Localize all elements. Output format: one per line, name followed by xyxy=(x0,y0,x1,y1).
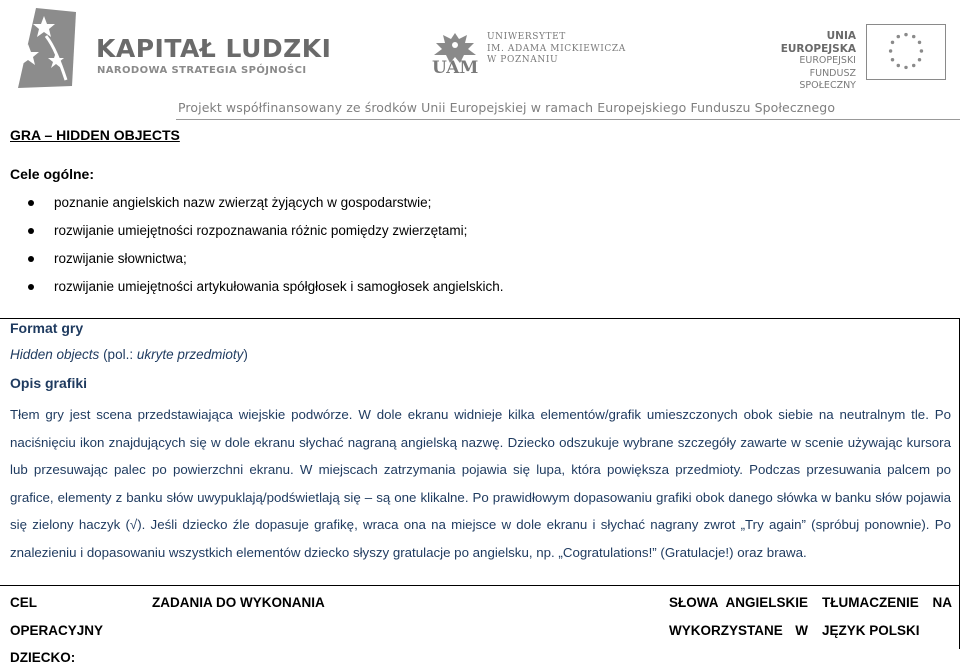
goal-item xyxy=(0,249,503,277)
table-header-goal-line-2: DZIECKO: xyxy=(10,650,76,665)
format-heading: Format gry xyxy=(10,320,84,336)
table-header-goal-line-1: CEL OPERACYJNY xyxy=(10,595,104,638)
uam-name xyxy=(487,32,626,67)
table-header-words-line-2: WYKORZYSTANE W xyxy=(669,622,808,638)
uam-mark: UAM xyxy=(432,58,479,78)
description-heading: Opis grafiki xyxy=(10,375,88,391)
uam-line-3: W POZNANIU xyxy=(487,55,559,65)
header-banner xyxy=(0,0,960,125)
description-paragraph: Tłem gry jest scena przedstawiająca wiejskie podwórze. W dole ekranu widnieje kilka elementów/grafik umieszczonych obok siebie na neutralnym tle. Po naciśnięciu ikon znajdujących się w dole ekranu słychać nagraną angielską nazwę. Dziecko odszukuje wybrane szczegóły zawarte w scenie używając kursora lub przesuwając palec po powierzchni ekranu. W miejscach zatrzymania pojawia się lupa, która powiększa przedmioty. Podczas przesuwania palcem po grafice, elementy z banku słów uwypuklają/podświetlają się – są one klikalne. Po prawidłowym dopasowaniu grafiki obok danego słówka w banku słów pojawia się zielony haczyk (√). Jeśli dziecko źle dopasuje grafikę, wraca ona na miejsce w dole ekranu i słychać nagrany zwrot „Try again” (spróbuj ponownie). Po znalezieniu i dopasowaniu wszystkich elementów dziecko słyszy gratulacje po angielsku, np. „Cogratulations!” (Gratulacje!) oraz brawa. xyxy=(10,407,951,560)
uam-line-2: IM. ADAMA MICKIEWICZA xyxy=(487,43,626,54)
table-header-translation xyxy=(822,589,952,644)
goal-item xyxy=(0,193,503,221)
table-header-translation-line-2: JĘZYK POLSKI xyxy=(822,622,920,638)
eu-flag-icon xyxy=(866,24,946,80)
eu-line-3: FUNDUSZ SPOŁECZNY xyxy=(799,67,856,91)
tagline: Projekt współfinansowany ze środków Unii Europejskiej w ramach Europejskiego Funduszu Społecznego xyxy=(178,100,836,115)
format-translation: ukryte przedmioty xyxy=(136,347,244,362)
eu-line-2: EUROPEJSKI xyxy=(799,55,856,66)
tagline-underline xyxy=(176,119,960,120)
table-header-words-line-1: SŁOWA ANGIELSKIE xyxy=(669,595,808,610)
bullet-icon xyxy=(28,284,34,290)
document-title: GRA – HIDDEN OBJECTS xyxy=(10,127,180,143)
kapital-ludzki-title: KAPITAŁ LUDZKI xyxy=(96,34,332,63)
table-header-translation-line-1: TŁUMACZENIE NA xyxy=(822,595,952,610)
format-text xyxy=(10,347,248,362)
goals-heading: Cele ogólne: xyxy=(10,166,95,182)
format-term: Hidden objects xyxy=(10,347,100,362)
bullet-icon xyxy=(28,256,34,262)
goal-text: rozwijanie słownictwa; xyxy=(54,251,187,266)
table-header-english-words xyxy=(669,589,808,644)
kapital-ludzki-logo-icon xyxy=(14,6,78,90)
bullet-icon xyxy=(28,228,34,234)
table-header-tasks: ZADANIA DO WYKONANIA xyxy=(152,595,325,610)
eu-line-1: UNIA EUROPEJSKA xyxy=(780,30,856,55)
format-paren-close: ) xyxy=(243,347,248,362)
goal-item xyxy=(0,221,503,249)
eu-name xyxy=(752,30,856,93)
goal-text: poznanie angielskich nazw zwierząt żyjących w gospodarstwie; xyxy=(54,195,432,210)
table-divider xyxy=(0,585,960,586)
uam-line-1: UNIWERSYTET xyxy=(487,32,566,42)
bullet-icon xyxy=(28,200,34,206)
format-paren-open: (pol.: xyxy=(99,347,137,362)
goal-text: rozwijanie umiejętności artykułowania spółgłosek i samogłosek angielskich. xyxy=(54,279,504,294)
goal-text: rozwijanie umiejętności rozpoznawania różnic pomiędzy zwierzętami; xyxy=(54,223,468,238)
goal-item xyxy=(0,277,503,305)
kapital-ludzki-subtitle: NARODOWA STRATEGIA SPÓJNOŚCI xyxy=(97,65,307,76)
goals-list xyxy=(0,193,503,305)
table-header-operational-goal xyxy=(10,589,130,672)
